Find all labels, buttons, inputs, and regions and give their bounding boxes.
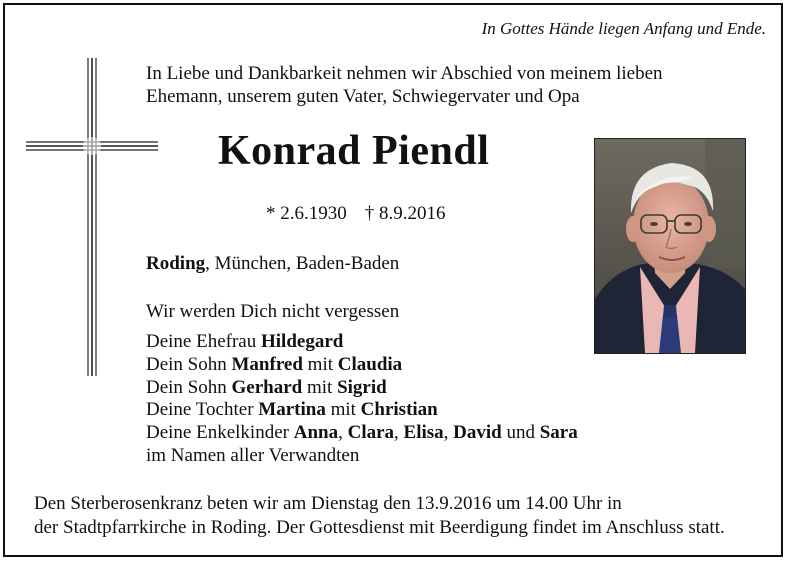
cross-icon (26, 58, 158, 376)
places (146, 252, 399, 276)
mourner-name: Hildegard (261, 331, 344, 352)
grandchild-name: Clara (347, 422, 395, 444)
motto: In Gottes Hände liegen Anfang und Ende. (481, 19, 766, 38)
mourner-daughter (146, 399, 578, 422)
mourners-closing: im Namen aller Verwandten (146, 444, 360, 466)
mourner-prefix: Dein Sohn (146, 376, 232, 398)
mourner-grandchildren (146, 422, 578, 445)
mourner-name: Manfred (231, 353, 303, 375)
mourner-prefix: Dein Sohn (146, 353, 232, 375)
portrait-photo (594, 138, 746, 354)
grandchild-name: David (453, 422, 502, 444)
separator: und (501, 422, 540, 444)
remembrance-text: Wir werden Dich nicht vergessen (146, 301, 400, 322)
mourner-connector: mit (325, 399, 361, 421)
intro-text (146, 62, 663, 108)
mourner-son-1 (146, 354, 578, 377)
mourner-wife (146, 331, 578, 354)
mourner-name: Gerhard (231, 376, 303, 398)
service-line-2: der Stadtpfarrkirche in Roding. Der Gottesdienst mit Beerdigung findet im Anschluss statt. (34, 517, 725, 538)
mourner-son-2 (146, 377, 578, 400)
service-line-1: Den Sterberosenkranz beten wir am Dienstag den 13.9.2016 um 14.00 Uhr in (34, 493, 622, 514)
intro-line-2: Ehemann, unserem guten Vater, Schwiegervater und Opa (146, 86, 580, 107)
life-dates (266, 202, 446, 226)
portrait-illustration (595, 139, 745, 353)
grandchild-name: Sara (539, 422, 578, 444)
mourner-connector: mit (302, 353, 338, 375)
mourner-partner: Christian (360, 399, 438, 421)
deceased-name: Konrad Piendl (218, 128, 490, 174)
mourners-list (146, 331, 578, 468)
mourner-name: Martina (258, 399, 326, 421)
places-others: , München, Baden-Baden (205, 253, 400, 274)
separator: , (338, 422, 348, 444)
separator: , (443, 422, 454, 444)
place-primary: Roding (146, 253, 206, 274)
mourner-partner: Sigrid (337, 376, 387, 398)
mourner-connector: mit (302, 376, 338, 398)
mourner-partner: Claudia (337, 353, 403, 375)
intro-line-1: In Liebe und Dankbarkeit nehmen wir Abschied von meinem lieben (146, 63, 663, 84)
grandchild-name: Elisa (403, 422, 444, 444)
death-date: † 8.9.2016 (364, 203, 446, 224)
mourner-prefix: Deine Tochter (146, 399, 259, 421)
service-notice (34, 492, 725, 540)
mourner-prefix: Deine Ehefrau (146, 331, 261, 352)
mourner-prefix: Deine Enkelkinder (146, 422, 294, 444)
grandchild-name: Anna (293, 422, 339, 444)
separator: , (394, 422, 404, 444)
birth-date: * 2.6.1930 (266, 203, 347, 224)
